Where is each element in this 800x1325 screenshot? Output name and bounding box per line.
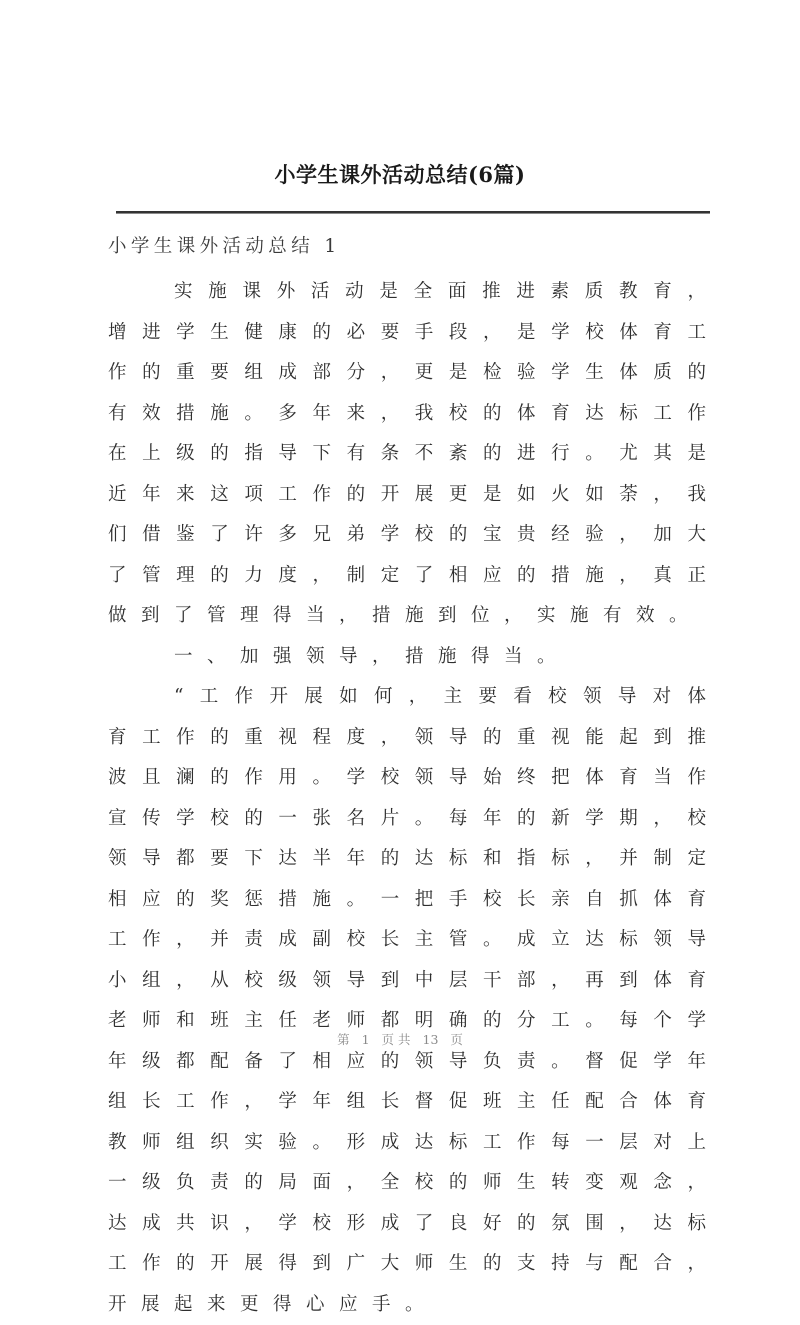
title-divider xyxy=(116,211,710,214)
section-heading: 小学生课外活动总结 1 xyxy=(108,236,341,257)
paragraph-subheading: 一、加强领导，措施得当。 xyxy=(174,645,571,667)
page-prefix: 第 xyxy=(337,1032,350,1047)
paragraph-intro: 实施课外活动是全面推进素质教育，增进学生健康的必要手段，是学校体育工作的重要组成部分，更是检验学生体质的有效措施。多年来，我校的体育达标工作在上级的指导下有条不紊的进行。尤其是近年来这项工作的开展更是如火如荼，我们借鉴了许多兄弟学校的宝贵经验，加大了管理的力度，制定了相应的措施，真正做到了管理得当，措施到位，实施有效。 xyxy=(108,281,721,626)
paragraph-leadership: “工作开展如何，主要看校领导对体育工作的重视程度，领导的重视能起到推波且澜的作用。学校领导始终把体育当作宣传学校的一张名片。每年的新学期，校领导都要下达半年的达标和指标，并制定相应的奖惩措施。一把手校长亲自抓体育工作，并责成副校长主管。成立达标领导小组，从校级领导到中层干部，再到体育老师和班主任老师都明确的分工。每个学年级都配备了相应的领导负责。督促学年组长工作，学年组长督促班主任配合体育教师组织实验。形成达标工作每一层对上一级负责的局面，全校的师生转变观念，达成共识，学校形成了良好的氛围，达标工作的开展得到广大师生的支持与配合，开展起来更得心应手。 xyxy=(108,686,721,1315)
page-mid-text: 页 共 xyxy=(381,1032,411,1047)
total-pages: 13 xyxy=(422,1032,439,1047)
page-footer xyxy=(0,1031,800,1049)
page-suffix: 页 xyxy=(450,1032,463,1047)
document-title: 小学生课外活动总结(6篇) xyxy=(274,162,526,187)
current-page-number: 1 xyxy=(361,1032,370,1047)
document-body xyxy=(108,272,721,1325)
